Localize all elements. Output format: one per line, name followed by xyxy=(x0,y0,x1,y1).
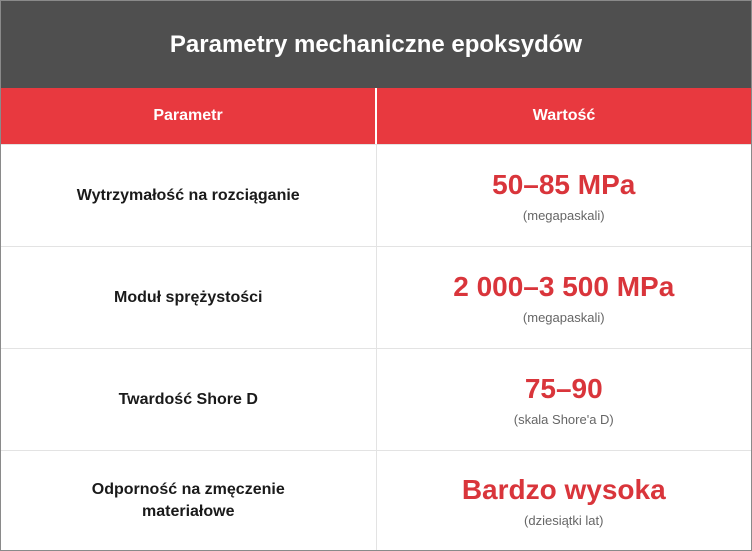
table-row xyxy=(1,348,751,450)
value-main: 75–90 xyxy=(524,373,603,404)
title-bar xyxy=(1,1,751,88)
table-row xyxy=(1,144,751,246)
value-cell xyxy=(376,145,752,246)
table-row xyxy=(1,246,751,348)
table-row xyxy=(1,450,751,550)
value-cell xyxy=(376,349,752,450)
header-value: Wartość xyxy=(375,88,751,144)
param-cell xyxy=(1,349,376,450)
value-cell xyxy=(376,247,752,348)
value-unit: (megapaskali) xyxy=(522,310,605,325)
value-cell xyxy=(376,451,752,550)
value-main: 50–85 MPa xyxy=(492,169,636,200)
value-unit: (dziesiątki lat) xyxy=(524,513,604,528)
value-main: 2 000–3 500 MPa xyxy=(453,271,675,302)
param-label: Moduł sprężystości xyxy=(114,288,263,306)
header-parameter: Parametr xyxy=(153,107,223,124)
param-label: Odporność na zmęczenie materiałowe xyxy=(91,480,285,520)
param-cell xyxy=(1,451,376,550)
value-main: Bardzo wysoka xyxy=(461,474,666,505)
param-label: Twardość Shore D xyxy=(118,390,258,408)
table-header xyxy=(1,88,751,144)
param-cell xyxy=(1,145,376,246)
param-label: Wytrzymałość na rozciąganie xyxy=(76,186,300,204)
param-cell xyxy=(1,247,376,348)
value-unit: (skala Shore'a D) xyxy=(513,412,614,427)
page-title: Parametry mechaniczne epoksydów xyxy=(169,30,583,58)
value-unit: (megapaskali) xyxy=(522,208,605,223)
